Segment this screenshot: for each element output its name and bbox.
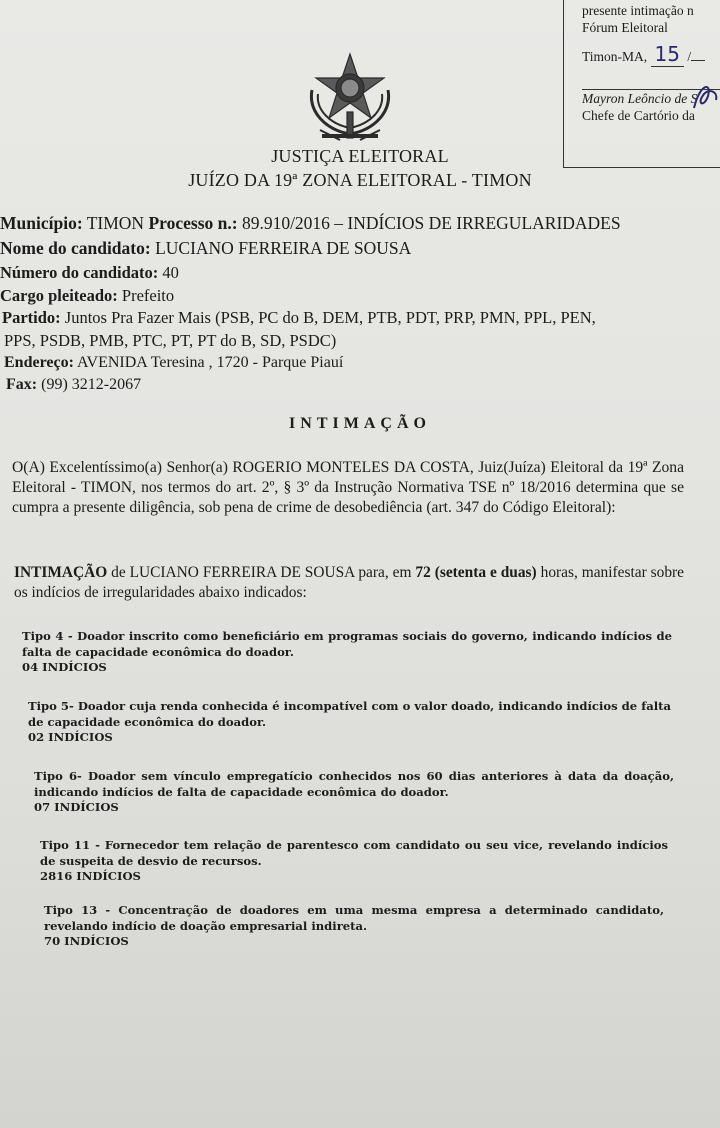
stamp-date-day: 15 xyxy=(651,42,684,67)
municipio-label: Município: xyxy=(0,213,83,233)
processo-value: 89.910/2016 – INDÍCIOS DE IRREGULARIDADES xyxy=(241,213,621,233)
field-cargo xyxy=(0,284,174,307)
summons-hours: 72 (setenta e duas) xyxy=(415,564,537,581)
nome-value: LUCIANO FERREIRA DE SOUSA xyxy=(155,238,412,258)
zone-name: JUÍZO DA 19ª ZONA ELEITORAL - TIMON xyxy=(188,170,532,190)
field-partido-cont xyxy=(4,329,336,352)
stamp-line-1: presente intimação n xyxy=(582,3,694,18)
item-description: Tipo 11 - Fornecedor tem relação de parentesco com candidato ou seu vice, revelando indícios de suspeita de desvio de recursos. xyxy=(40,838,668,868)
field-fax xyxy=(6,373,141,396)
field-partido xyxy=(2,306,596,329)
item-count: 70 INDÍCIOS xyxy=(44,934,129,948)
summons-text-a: de LUCIANO FERREIRA DE SOUSA para, em xyxy=(107,564,416,581)
processo-label: Processo n.: xyxy=(148,213,238,233)
partido-label: Partido: xyxy=(2,308,61,327)
partido-value-1: Juntos Pra Fazer Mais (PSB, PC do B, DEM, PTB, PDT, PRP, PMN, PPL, PEN, xyxy=(64,308,596,327)
item-count: 07 INDÍCIOS xyxy=(34,800,119,814)
field-municipio-processo xyxy=(0,212,621,235)
item-description: Tipo 13 - Concentração de doadores em uma mesma empresa a determinado candidato, revelando indício de doação empresarial indireta. xyxy=(44,903,664,933)
nome-label: Nome do candidato: xyxy=(0,238,151,258)
irregularity-item xyxy=(28,699,671,746)
order-paragraph: O(A) Excelentíssimo(a) Senhor(a) ROGERIO MONTELES DA COSTA, Juiz(Juíza) Eleitoral da 19ª Zona Eleitoral - TIMON, nos termos do art. 2º, § 3º da Instrução Normativa TSE nº 18/2016 determina que se cumpra a presente diligência, sob pena de crime de desobediência (art. 347 do Código Eleitoral): xyxy=(12,459,684,516)
court-name: JUSTIÇA ELEITORAL xyxy=(271,146,449,166)
fax-value: (99) 3212-2067 xyxy=(41,376,142,393)
signature-scribble xyxy=(690,78,720,118)
coat-of-arms-icon xyxy=(300,50,400,145)
field-endereco xyxy=(4,351,343,374)
item-count: 04 INDÍCIOS xyxy=(22,660,107,674)
stamp-date-prefix: Timon-MA, xyxy=(582,49,648,64)
stamp-date xyxy=(582,42,720,66)
endereco-value: AVENIDA Teresina , 1720 - Parque Piauí xyxy=(77,354,344,371)
fax-label: Fax: xyxy=(6,376,38,393)
partido-value-2: PPS, PSDB, PMB, PTC, PT, PT do B, SD, PSDC) xyxy=(4,331,337,350)
summons-text-b: horas, manifestar sobre os indícios de irregularidades abaixo indicados: xyxy=(14,564,684,601)
cargo-label: Cargo pleiteado: xyxy=(0,286,118,305)
numero-value: 40 xyxy=(162,263,179,282)
document-title: INTIMAÇÃO xyxy=(289,415,431,432)
stamp-line-2: Fórum Eleitoral xyxy=(582,20,668,35)
municipio-value: TIMON xyxy=(86,213,145,233)
summons-lead: INTIMAÇÃO xyxy=(14,564,108,581)
stamp-date-sep: / xyxy=(687,49,692,64)
field-nome xyxy=(0,237,411,260)
irregularity-item xyxy=(34,769,674,816)
cargo-value: Prefeito xyxy=(121,286,175,305)
irregularity-item xyxy=(22,629,672,676)
endereco-label: Endereço: xyxy=(4,354,74,371)
stamp-role: Chefe de Cartório da xyxy=(582,108,695,123)
field-numero xyxy=(0,261,179,284)
item-count: 02 INDÍCIOS xyxy=(28,730,113,744)
irregularity-item xyxy=(40,838,668,885)
item-count: 2816 INDÍCIOS xyxy=(40,869,141,883)
stamp-signer: Mayron Leôncio de S xyxy=(582,91,698,106)
numero-label: Número do candidato: xyxy=(0,263,159,282)
summons-paragraph xyxy=(14,563,684,603)
item-description: Tipo 4 - Doador inscrito como beneficiário em programas sociais do governo, indicando indícios de falta de capacidade econômica do doador. xyxy=(22,629,672,659)
irregularity-item xyxy=(44,903,664,950)
item-description: Tipo 6- Doador sem vínculo empregatício conhecidos nos 60 dias anteriores à data da doação, indicando indícios de falta de capacidade econômica do doador. xyxy=(34,769,674,799)
item-description: Tipo 5- Doador cuja renda conhecida é incompatível com o valor doado, indicando indícios de falta de capacidade econômica do doador. xyxy=(28,699,671,729)
